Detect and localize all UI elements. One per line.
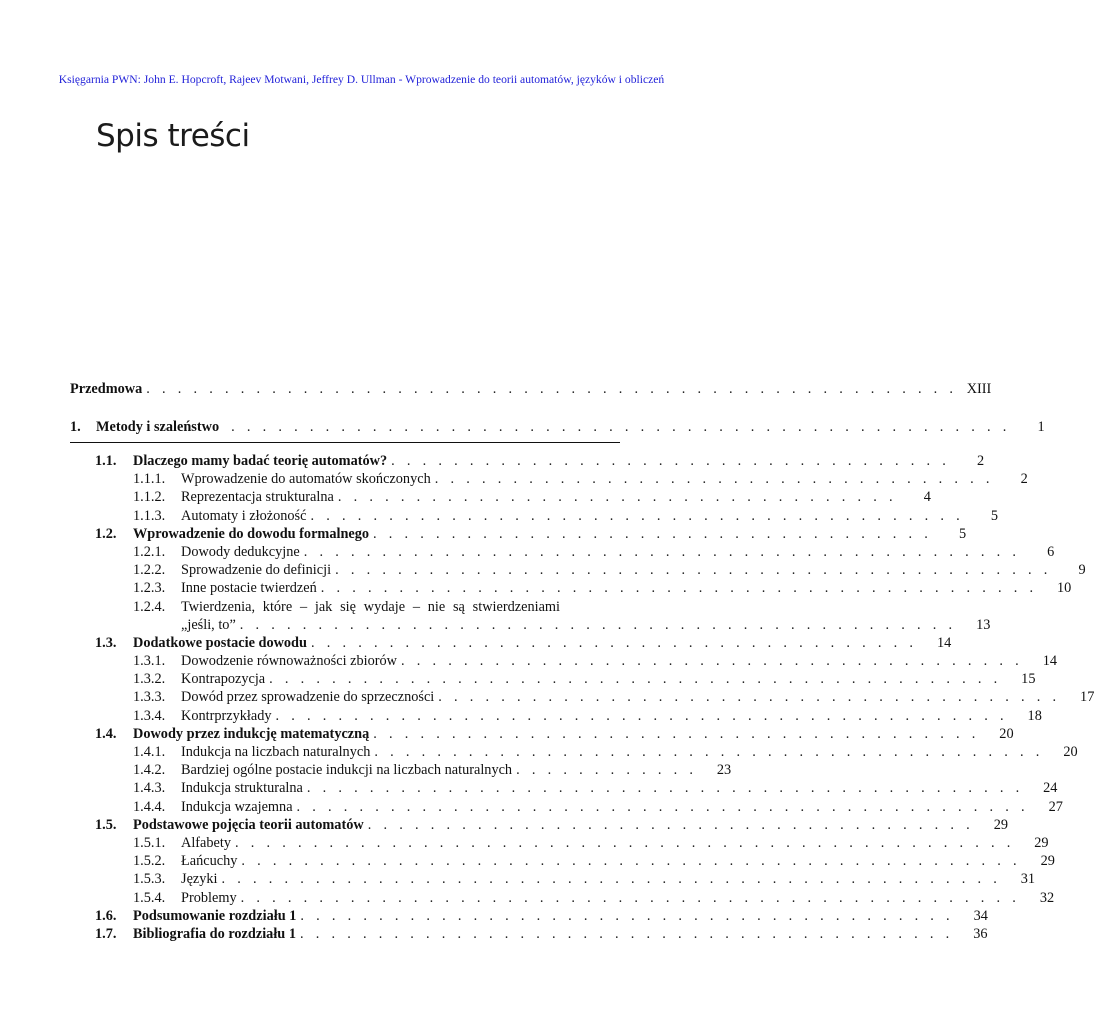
toc-entry-title: Podsumowanie rozdziału 1 (133, 907, 297, 924)
leader-dots: . . . . . . . . . . . . . . . . . . . . . . . . . . . . . . . . . . . . . . . . . . . . . . . . . . (221, 871, 1002, 888)
leader-dots: . . . . . . . . . . . . . . . . . . . . . . . . . . . . . . . . . . . . . . . . . . . . . . . . . . (235, 834, 1015, 851)
leader-dots: . . . . . . . . . . . . . . . . . . . . . . . . . . . . . . . . . . . . (434, 471, 994, 488)
toc-entry-subsection[interactable] (70, 598, 653, 616)
toc-entry-title: Wprowadzenie do dowodu formalnego (133, 525, 370, 542)
leader-dots: . . . . . . . . . . . . . . . . . . . . . . . . . . . . . . . . . . . . . . . . (438, 689, 1061, 706)
toc-entry-number: 1.3.4. (133, 707, 166, 724)
toc-entry-page: 20 (999, 725, 1014, 742)
toc-entry-number: 1.6. (95, 907, 117, 924)
toc-entry-section[interactable] (70, 925, 988, 943)
toc-entry-title: Reprezentacja strukturalna (181, 489, 334, 506)
toc-entry-section[interactable] (70, 907, 988, 925)
leader-dots: . . . . . . . . . . . . . . . . . . . . . . . . . . . . . . . . . . . . . . . . . . . . . . . . . . (241, 853, 1021, 870)
toc-entry-subsection[interactable] (70, 761, 732, 779)
toc-entry-number: 1.7. (95, 925, 117, 942)
leader-dots: . . . . . . . . . . . . . . . . . . . . . . . . . . . . . . . . . . . . (373, 525, 933, 542)
toc-entry-page: 29 (1040, 853, 1055, 870)
toc-entry-title: Dlaczego mamy badać teorię automatów? (133, 453, 388, 469)
leader-dots: . . . . . . . . . . . . . . . . . . . . . . . . . . . . . . . . . . . . . . . . . . . . . . . (269, 671, 1002, 688)
toc-entry-title: Indukcja wzajemna (181, 798, 293, 815)
toc-entry-title: Łańcuchy (181, 853, 238, 870)
toc-entry-page: XIII (966, 381, 992, 397)
toc-entry-title: Problemy (181, 889, 237, 906)
toc-entry-page: 18 (1027, 707, 1042, 724)
toc-entry-subsection[interactable] (70, 470, 1028, 488)
toc-entry-number: 1.2.4. (133, 598, 166, 615)
toc-entry-number: 1.2. (95, 525, 117, 542)
toc-entry-subsection[interactable] (70, 834, 1049, 852)
toc-entry-page: 27 (1048, 798, 1063, 815)
toc-entry-subsection[interactable] (70, 579, 1072, 597)
toc-entry-subsection[interactable] (70, 889, 1055, 907)
toc-entry-title: Automaty i złożoność (181, 507, 307, 524)
toc-entry-page: 34 (973, 907, 988, 924)
toc-entry-number: 1.1. (95, 453, 117, 469)
toc-entry-title: Bardziej ogólne postacie indukcji na liczbach naturalnych (181, 762, 513, 779)
leader-dots: . . . . . . . . . . . . . . . . . . . . . . . . . . . . . . . . . . . . . . . . . . . . . . . (275, 707, 1008, 724)
leader-dots: . . . . . . . . . . . . . . . . . . . . . . . . . . . . . . . . . . . . . . . . . . . . . . (303, 543, 1021, 560)
toc-entry-number: 1.4.4. (133, 798, 166, 815)
toc-entry-page: 36 (973, 925, 988, 942)
toc-entry-section[interactable] (70, 634, 952, 652)
toc-entry-number: 1.5.4. (133, 889, 166, 906)
toc-entry-number: 1.3.2. (133, 671, 166, 688)
toc-entry-title: Bibliografia do rozdziału 1 (133, 925, 296, 942)
toc-entry-page: 17 (1080, 689, 1094, 706)
toc-entry-page: 23 (716, 762, 732, 779)
leader-dots: . . . . . . . . . . . . . . . . . . . . . . . . . . . . . . . . . . . . (391, 453, 951, 469)
toc-entry-title: Dowód przez sprowadzenie do sprzeczności (181, 689, 435, 706)
toc-entry-section[interactable] (70, 452, 985, 470)
toc-entry-number: 1.4.3. (133, 780, 166, 797)
toc-entry-section[interactable] (70, 725, 1014, 743)
toc-entry-number: 1.5. (95, 816, 117, 833)
toc-entry-title: Wprowadzenie do automatów skończonych (181, 471, 431, 488)
toc-entry-page: 1 (1037, 419, 1045, 435)
toc-entry-number: 1.2.2. (133, 562, 166, 579)
page-title: Spis treści (96, 118, 250, 154)
toc-entry-title: Podstawowe pojęcia teorii automatów (133, 816, 364, 833)
toc-entry-page: 32 (1039, 889, 1055, 906)
toc-entry-subsection[interactable] (70, 561, 1086, 579)
leader-dots: . . . . . . . . . . . . . . . . . . . . . . . . . . . . . . . . . . . . . . . . . . . (374, 744, 1044, 760)
toc-entry-number: 1.4. (95, 725, 117, 742)
toc-entry-number: 1.1.3. (133, 507, 166, 524)
toc-entry-title: Inne postacie twierdzeń (181, 580, 317, 597)
leader-dots: . . . . . . . . . . . . . . . . . . . . . . . . . . . . . . . . . . . . . . . . . . . . . . . . . . (231, 419, 1011, 435)
leader-dots: . . . . . . . . . . . . . . . . . . . . . . . . . . . . . . . . . . . . . . . . . . . . . . (306, 780, 1024, 797)
toc-entry-subsection[interactable] (70, 507, 999, 525)
leader-dots: . . . . . . . . . . . . . . . . . . . . . . . . . . . . . . . . . . . . . . . . . . . . . . . (296, 798, 1029, 815)
toc-entry-title: Twierdzenia, które – jak się wydaje – nie są stwierdzeniami (181, 598, 561, 615)
toc-entry-title: Przedmowa (70, 381, 143, 397)
toc-sections (70, 452, 1094, 943)
toc-entry-subsection[interactable] (70, 870, 1036, 888)
toc-entry-title: Języki (181, 871, 218, 888)
toc-entry-page: 5 (958, 525, 967, 542)
toc-entry-page: 6 (1047, 543, 1055, 560)
toc-entry-title: Metody i szaleństwo (96, 419, 220, 435)
toc-entry-subsection[interactable] (70, 798, 1063, 816)
toc-entry-page: 24 (1043, 780, 1058, 797)
toc-entry-number: 1.2.1. (133, 543, 166, 560)
toc-chapter-1 (70, 418, 1045, 453)
toc-entry-title: Kontrprzykłady (181, 707, 272, 724)
toc-entry-title: Kontrapozycja (181, 671, 266, 688)
leader-dots: . . . . . . . . . . . . . . . . . . . . . . . . . . . . . . . . . . . . . . . . . . . . . . (239, 616, 957, 633)
toc-entry-page: 15 (1021, 671, 1036, 688)
leader-dots: . . . . . . . . . . . . . . . . . . . . . . . . . . . . . . . . . . . . . . . . (400, 653, 1024, 670)
toc-entry-page: 29 (1034, 834, 1049, 851)
leader-dots: . . . . . . . . . . . . . . . . . . . . . . . . . . . . . . . . . . . . . . . . . . . . . . . . . . (240, 889, 1021, 906)
toc-entry-page: 4 (923, 489, 931, 506)
leader-dots: . . . . . . . . . . . . . . . . . . . . . . . . . . . . . . . . . . . . . . . (310, 634, 918, 651)
toc-entry-preface[interactable] (70, 380, 992, 398)
toc-entry-subsection[interactable] (70, 743, 1078, 761)
toc-entry-page: 13 (976, 616, 991, 633)
toc-entry-number: 1.4.2. (133, 762, 166, 779)
toc-entry-page: 31 (1020, 871, 1036, 888)
toc-entry-number: 1.5.1. (133, 834, 166, 851)
toc-entry-subsection[interactable] (70, 670, 1036, 688)
toc-entry-section[interactable] (70, 816, 1009, 834)
toc-entry-page: 14 (1042, 653, 1058, 670)
toc-entry-subsection[interactable] (70, 852, 1055, 870)
toc-entry-page: 14 (937, 634, 952, 651)
toc-entry-subsection[interactable] (70, 707, 1042, 725)
toc-entry-page: 10 (1057, 580, 1072, 597)
toc-preface (70, 380, 992, 398)
toc-entry-title: Dowody przez indukcję matematyczną (133, 725, 370, 742)
toc-entry-title: Dodatkowe postacie dowodu (133, 634, 307, 651)
leader-dots: . . . . . . . . . . . . . . . . . . . . . . . . . . . . . . . . . . . . . . . . . . (310, 507, 965, 524)
toc-entry-subsection[interactable] (70, 543, 1055, 561)
leader-dots: . . . . . . . . . . . . . . . . . . . . . . . . . . . . . . . . . . . . . . . . . . (299, 925, 954, 942)
toc-entry-subsection[interactable] (70, 779, 1058, 797)
toc-entry-section[interactable] (70, 525, 967, 543)
leader-dots: . . . . . . . . . . . . (516, 762, 698, 779)
leader-dots: . . . . . . . . . . . . . . . . . . . . . . . . . . . . . . . . . . . . . . . (373, 725, 980, 742)
toc-entry-title: Sprowadzenie do definicji (181, 562, 332, 579)
chapter-divider (70, 442, 620, 443)
toc-entry-page: 20 (1063, 744, 1078, 760)
toc-entry-number: 1.1.1. (133, 471, 166, 488)
toc-entry-number: 1. (70, 419, 81, 435)
toc-entry-number: 1.1.2. (133, 489, 166, 506)
toc-entry-subsection[interactable] (70, 688, 1094, 706)
leader-dots: . . . . . . . . . . . . . . . . . . . . . . . . . . . . . . . . . . . . . . . . . . . . . . (320, 580, 1038, 597)
leader-dots: . . . . . . . . . . . . . . . . . . . . . . . . . . . . . . . . . . . . (337, 489, 897, 506)
toc-entry-chapter[interactable] (70, 418, 1045, 436)
toc-entry-subsection[interactable] (70, 488, 931, 506)
leader-dots: . . . . . . . . . . . . . . . . . . . . . . . . . . . . . . . . . . . . . . . (367, 816, 975, 833)
toc-entry-number: 1.3.3. (133, 689, 166, 706)
toc-entry-title: Indukcja strukturalna (181, 780, 303, 797)
toc-entry-number: 1.3. (95, 634, 117, 651)
toc-entry-continuation[interactable] (70, 616, 991, 634)
source-header-line: Księgarnia PWN: John E. Hopcroft, Rajeev Motwani, Jeffrey D. Ullman - Wprowadzenie do teorii automatów, języków i obliczeń (58, 73, 665, 86)
toc-entry-number: 1.3.1. (133, 653, 166, 670)
toc-entry-number: 1.2.3. (133, 580, 166, 597)
toc-entry-page: 29 (993, 816, 1009, 833)
toc-entry-page: 9 (1078, 562, 1086, 579)
toc-entry-page: 2 (977, 453, 985, 469)
leader-dots: . . . . . . . . . . . . . . . . . . . . . . . . . . . . . . . . . . . . . . . . . . . . . . (335, 562, 1052, 579)
toc-entry-title: Alfabety (181, 834, 232, 851)
toc-entry-number: 1.4.1. (133, 744, 166, 760)
toc-entry-number: 1.5.3. (133, 871, 166, 888)
toc-entry-page: 2 (1020, 471, 1028, 488)
toc-entry-subsection[interactable] (70, 652, 1058, 670)
toc-entry-title: Dowody dedukcyjne (181, 543, 300, 560)
leader-dots: . . . . . . . . . . . . . . . . . . . . . . . . . . . . . . . . . . . . . . . . . . . . . . . . . . . . (146, 381, 958, 397)
toc-entry-page: 5 (990, 507, 999, 524)
toc-entry-number: 1.5.2. (133, 853, 166, 870)
toc-entry-title: Dowodzenie równoważności zbiorów (181, 653, 397, 670)
toc-entry-title: „jeśli, to” (181, 616, 236, 633)
leader-dots: . . . . . . . . . . . . . . . . . . . . . . . . . . . . . . . . . . . . . . . . . . (300, 907, 954, 924)
toc-entry-title: Indukcja na liczbach naturalnych (181, 744, 371, 760)
